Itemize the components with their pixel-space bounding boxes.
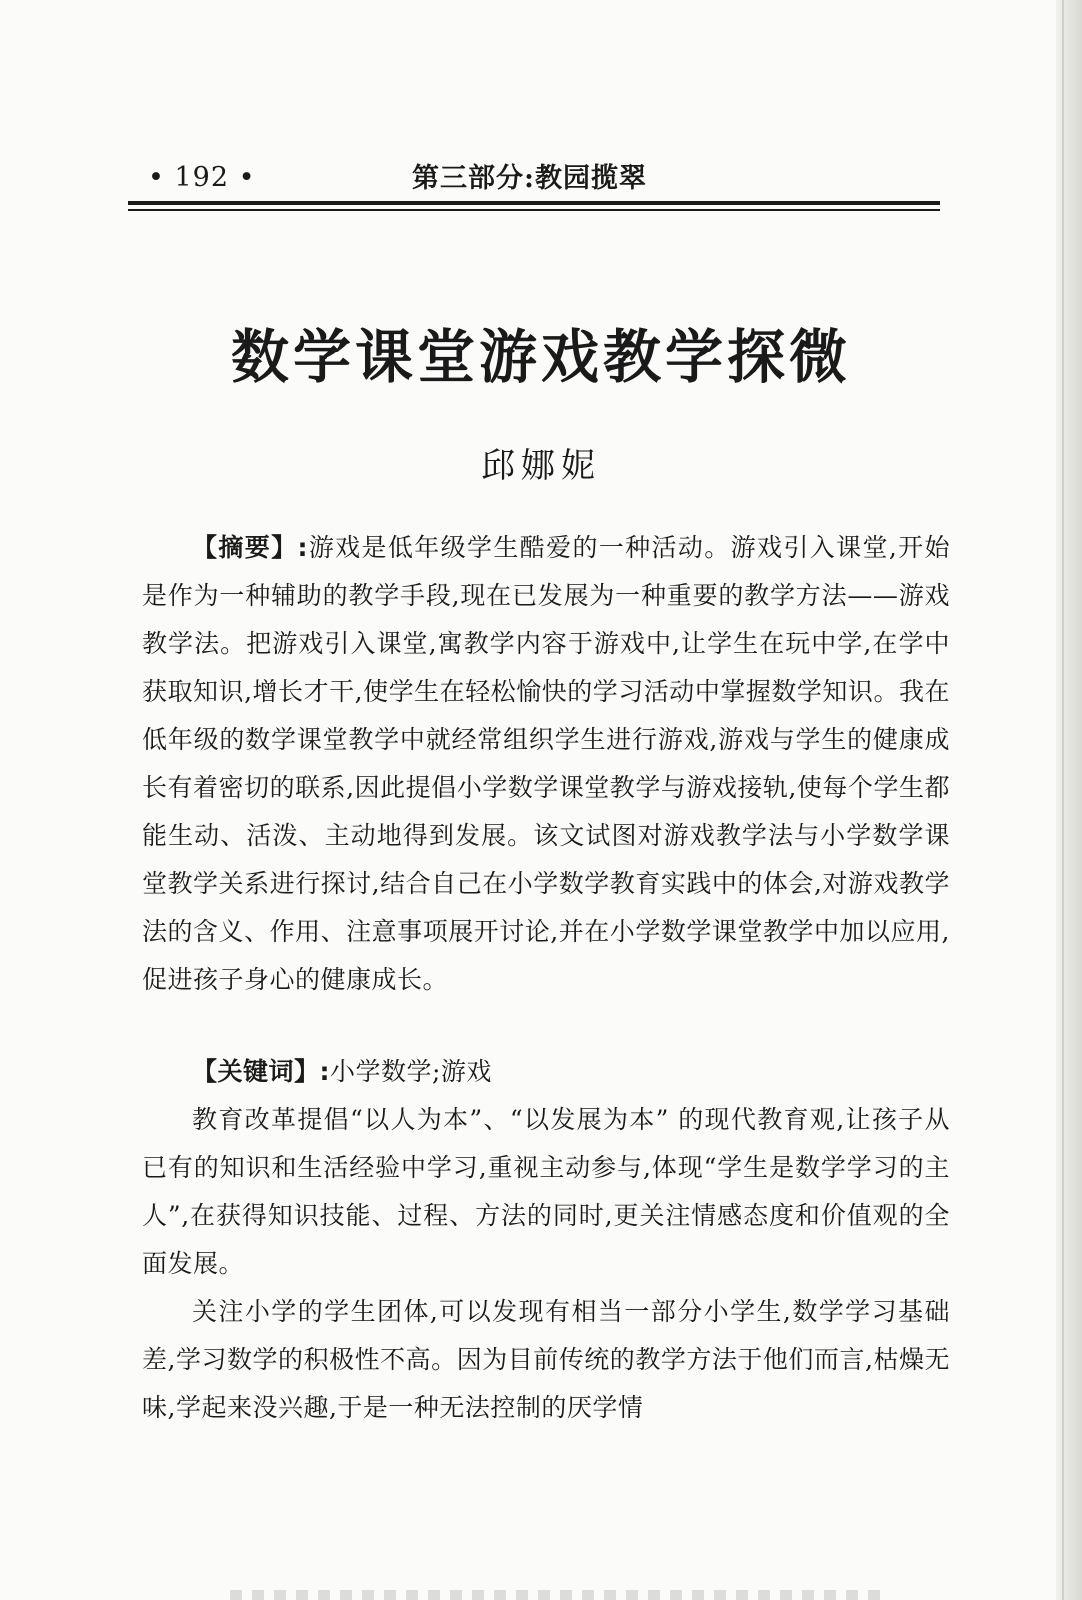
body-paragraph: 关注小学的学生团体,可以发现有相当一部分小学生,数学学习基础差,学习数学的积极性不高。因为目前传统的教学方法于他们而言,枯燥无味,学起来没兴趣,于是一种无法控制的厌学情 [142,1297,950,1422]
header-rule-thin [128,209,940,211]
header-rule-thick [128,201,940,205]
running-header [128,150,940,202]
author-name: 邱娜妮 [481,446,601,486]
bottom-scan-artifact [230,1590,890,1600]
article-title: 数学课堂游戏教学探微 [230,323,851,391]
keywords-text: 小学数学;游戏 [330,1057,492,1086]
abstract-paragraph [142,524,950,1004]
section-title: 第三部分:教园揽翠 [412,163,647,194]
body-paragraph: 教育改革提倡“以人为本”、“以发展为本” 的现代教育观,让孩子从已有的知识和生活经验中学习,重视主动参与,体现“学生是数学学习的主人”,在获得知识技能、过程、方法的同时,更关注情感态度和价值观的全面发展。 [142,1105,950,1278]
keywords-paragraph [142,1048,950,1096]
scan-edge [1056,0,1082,1600]
keywords-label: 【关键词】: [192,1057,330,1086]
page-number: • 192 • [148,162,256,193]
abstract-label: 【摘要】: [192,533,308,562]
abstract-text: 游戏是低年级学生酷爱的一种活动。游戏引入课堂,开始是作为一种辅助的教学手段,现在已发展为一种重要的教学方法——游戏教学法。把游戏引入课堂,寓教学内容于游戏中,让学生在玩中学,在学中获取知识,增长才干,使学生在轻松愉快的学习活动中掌握数学知识。我在低年级的数学课堂教学中就经常组织学生进行游戏,游戏与学生的健康成长有着密切的联系,因此提倡小学数学课堂教学与游戏接轨,使每个学生都能生动、活泼、主动地得到发展。该文试图对游戏教学法与小学数学课堂教学关系进行探讨,结合自己在小学数学教育实践中的体会,对游戏教学法的含义、作用、注意事项展开讨论,并在小学数学课堂教学中加以应用,促进孩子身心的健康成长。 [142,533,950,994]
